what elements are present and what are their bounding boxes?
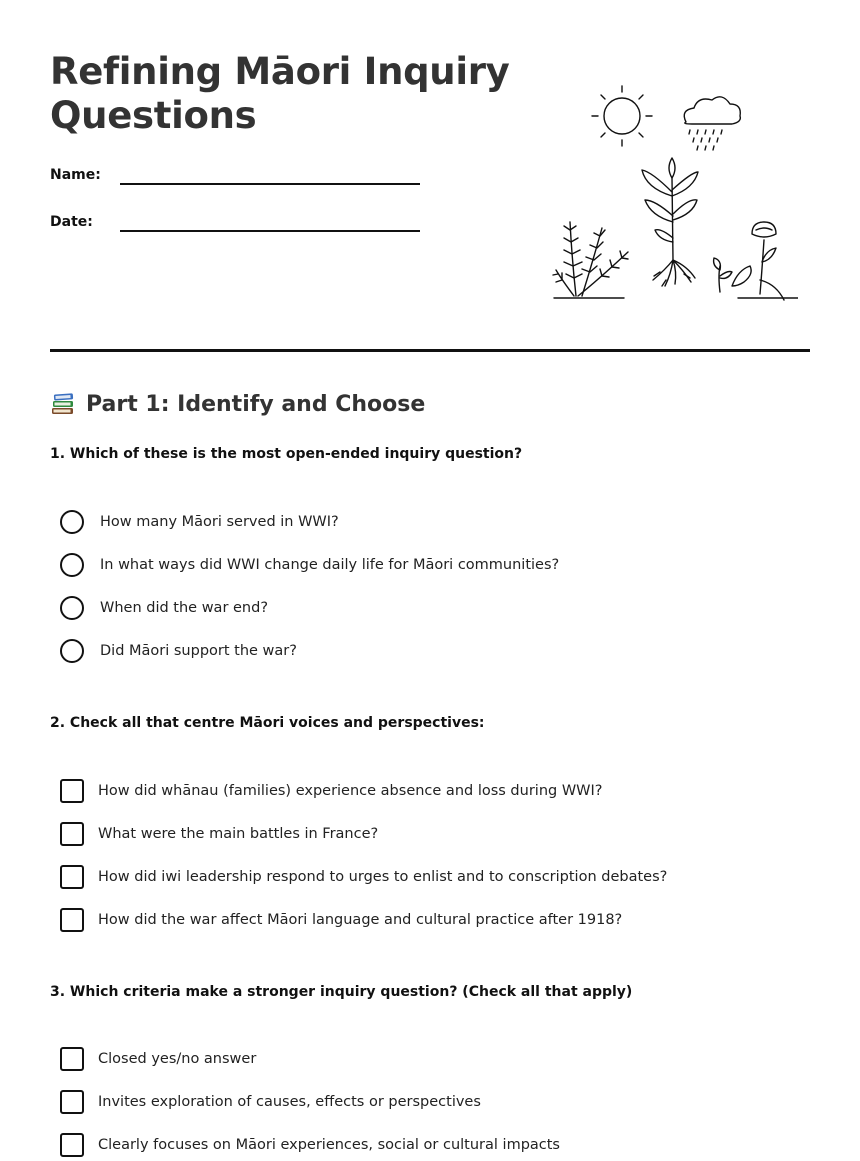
- name-input-line[interactable]: [120, 183, 420, 185]
- section-divider: [50, 349, 810, 352]
- books-icon: [50, 391, 76, 417]
- checkbox[interactable]: [60, 1133, 84, 1157]
- radio-button[interactable]: [60, 553, 84, 577]
- option-label: How did iwi leadership respond to urges to enlist and to conscription debates?: [98, 869, 668, 885]
- checkbox[interactable]: [60, 779, 84, 803]
- question-3-option-3[interactable]: [60, 1133, 560, 1157]
- bud-icon: [714, 258, 752, 292]
- checkbox[interactable]: [60, 865, 84, 889]
- name-field[interactable]: [50, 167, 430, 187]
- option-label: Invites exploration of causes, effects or perspectives: [98, 1094, 481, 1110]
- sun-icon: [592, 86, 652, 146]
- option-label: In what ways did WWI change daily life for Māori communities?: [100, 557, 560, 573]
- question-1-option-3[interactable]: [60, 596, 268, 620]
- question-2-option-4[interactable]: [60, 908, 622, 932]
- fern-icon: [553, 222, 628, 298]
- option-label: When did the war end?: [100, 600, 269, 616]
- plant-growth-illustration: [548, 80, 798, 310]
- date-field[interactable]: [50, 214, 430, 234]
- sprouting-plant-icon: [642, 158, 698, 286]
- option-label: Closed yes/no answer: [98, 1051, 257, 1067]
- radio-button[interactable]: [60, 639, 84, 663]
- question-2-option-1[interactable]: [60, 779, 602, 803]
- option-label: Clearly focuses on Māori experiences, social or cultural impacts: [98, 1137, 560, 1153]
- option-label: What were the main battles in France?: [98, 826, 379, 842]
- question-3-option-1[interactable]: [60, 1047, 256, 1071]
- checkbox[interactable]: [60, 908, 84, 932]
- radio-button[interactable]: [60, 510, 84, 534]
- option-label: How did whānau (families) experience absence and loss during WWI?: [98, 783, 603, 799]
- radio-button[interactable]: [60, 596, 84, 620]
- question-1-option-4[interactable]: [60, 639, 297, 663]
- rain-cloud-icon: [684, 97, 740, 150]
- option-label: Did Māori support the war?: [100, 643, 297, 659]
- option-label: How many Māori served in WWI?: [100, 514, 339, 530]
- option-label: How did the war affect Māori language and cultural practice after 1918?: [98, 912, 623, 928]
- question-1-prompt: 1. Which of these is the most open-ended inquiry question?: [50, 446, 523, 462]
- question-2-prompt: 2. Check all that centre Māori voices and perspectives:: [50, 715, 485, 731]
- question-1-option-2[interactable]: [60, 553, 559, 577]
- question-1-option-1[interactable]: [60, 510, 339, 534]
- part1-heading-text: Part 1: Identify and Choose: [86, 391, 426, 417]
- date-input-line[interactable]: [120, 230, 420, 232]
- date-label: Date:: [50, 214, 93, 230]
- checkbox[interactable]: [60, 1047, 84, 1071]
- poppy-flower-icon: [738, 222, 798, 300]
- question-3-prompt: 3. Which criteria make a stronger inquiry question? (Check all that apply): [50, 984, 633, 1000]
- question-2-option-2[interactable]: [60, 822, 378, 846]
- question-3-option-2[interactable]: [60, 1090, 481, 1114]
- page-title: Refining Māori Inquiry Questions: [50, 50, 510, 137]
- name-label: Name:: [50, 167, 101, 183]
- part1-heading: [50, 387, 425, 421]
- checkbox[interactable]: [60, 1090, 84, 1114]
- checkbox[interactable]: [60, 822, 84, 846]
- question-2-option-3[interactable]: [60, 865, 667, 889]
